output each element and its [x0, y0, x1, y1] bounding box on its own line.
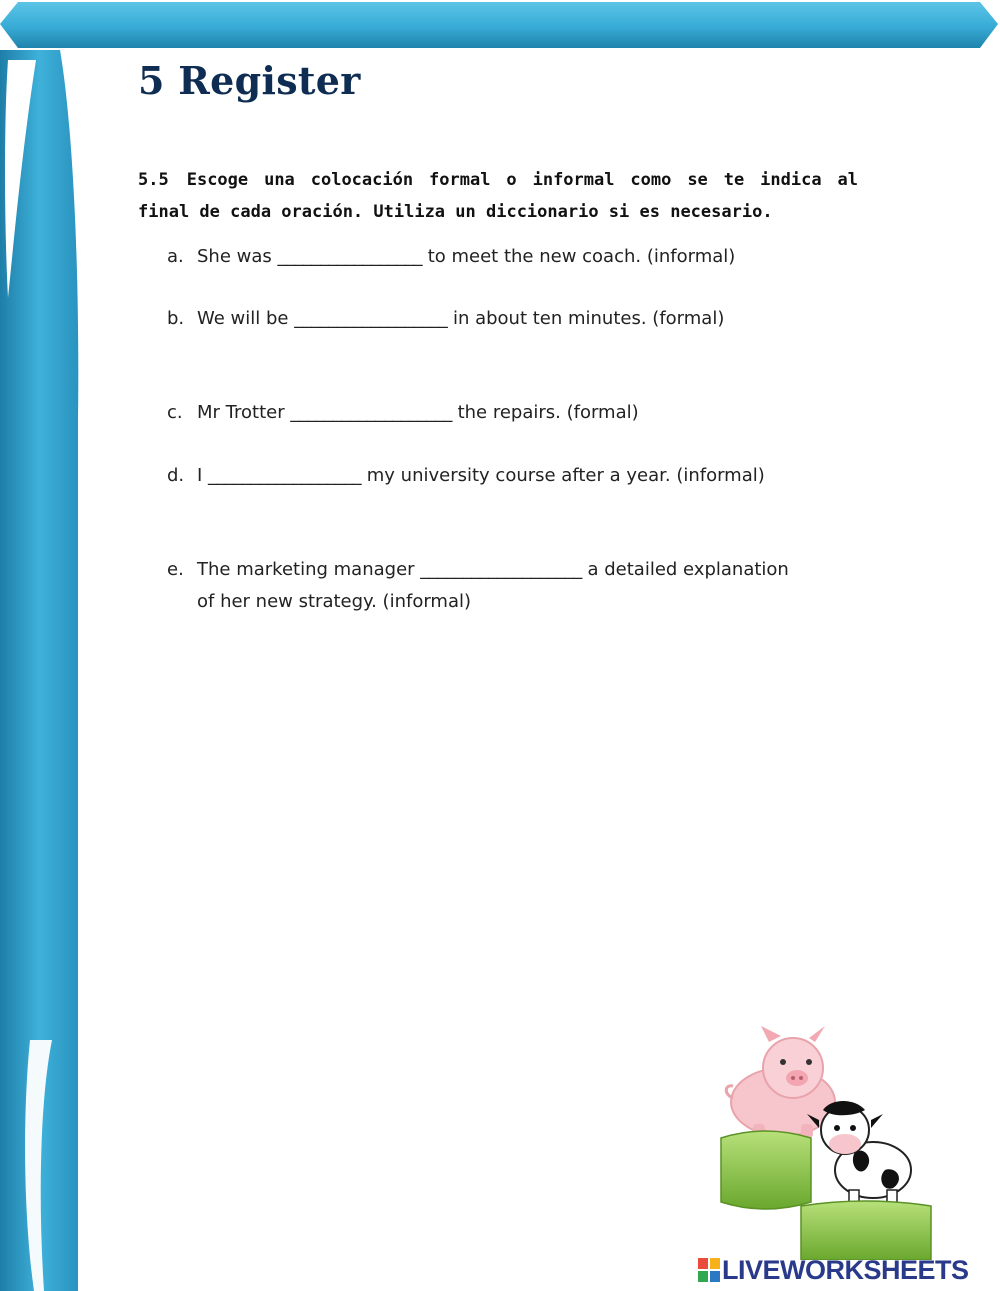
exercise-item-b: [167, 303, 867, 335]
answer-blank[interactable]: __________________: [294, 308, 448, 329]
exercise-number: 5.5: [138, 170, 169, 190]
green-block-left: [721, 1131, 811, 1209]
green-block-right: [801, 1201, 931, 1260]
item-letter: d.: [167, 465, 185, 486]
answer-blank[interactable]: __________________: [208, 465, 362, 486]
item-text-before: The marketing manager: [197, 559, 421, 580]
exercise-item-c: [167, 397, 867, 429]
item-text-before: We will be: [197, 308, 295, 329]
item-letter: b.: [167, 308, 185, 329]
exercise-item-e: [167, 554, 867, 618]
item-text-continuation: of her new strategy. (informal): [197, 591, 472, 612]
answer-blank[interactable]: ___________________: [420, 559, 582, 580]
answer-blank[interactable]: _________________: [277, 246, 422, 267]
item-letter: c.: [167, 402, 183, 423]
item-text-after: to meet the new coach. (informal): [421, 246, 736, 267]
liveworksheets-logo: [698, 1254, 969, 1286]
item-text-after: my university course after a year. (informal): [361, 465, 765, 486]
instruction-body: Escoge una colocación formal o informal como se te indica al final de cada oración. Utiliza un diccionario si es necesario.: [138, 170, 858, 222]
exercise-item-a: [167, 241, 867, 273]
item-text-after: in about ten minutes. (formal): [447, 308, 725, 329]
answer-blank[interactable]: ___________________: [290, 402, 452, 423]
item-text-before: She was: [197, 246, 278, 267]
item-text-before: Mr Trotter: [197, 402, 291, 423]
farm-animals-illustration: [715, 1020, 945, 1260]
top-band: [0, 2, 998, 48]
instruction-text: [138, 164, 858, 228]
exercise-item-d: [167, 460, 867, 492]
logo-badge-icon: [698, 1258, 720, 1282]
item-text-after: a detailed explanation: [581, 559, 789, 580]
item-letter: e.: [167, 559, 184, 580]
item-text-before: I: [197, 465, 209, 486]
item-letter: a.: [167, 246, 184, 267]
page-title: 5 Register: [138, 58, 361, 103]
logo-wordmark: LIVEWORKSHEETS: [722, 1254, 969, 1285]
item-text-after: the repairs. (formal): [451, 402, 639, 423]
